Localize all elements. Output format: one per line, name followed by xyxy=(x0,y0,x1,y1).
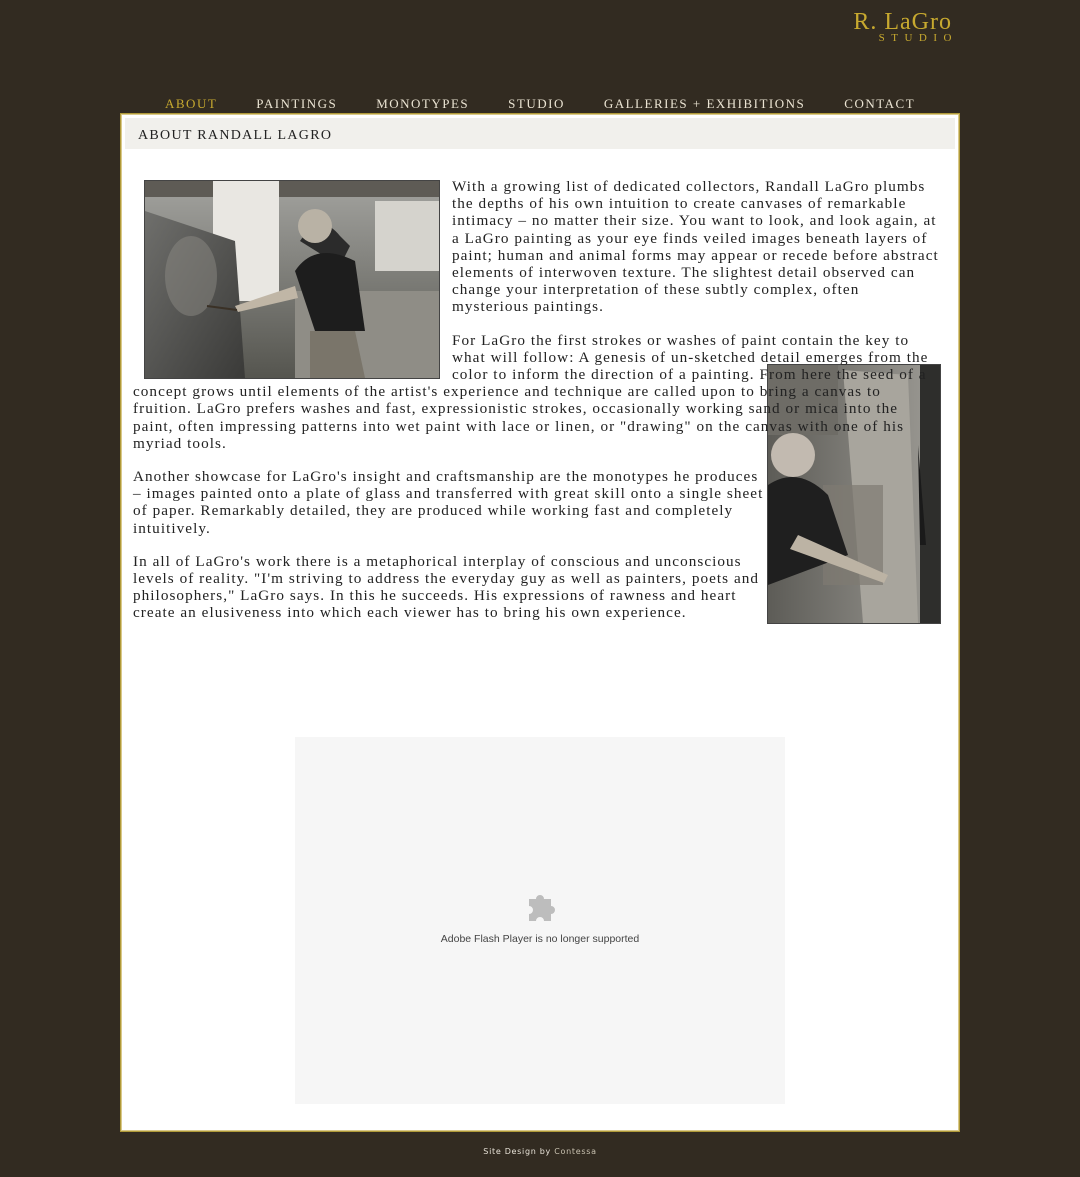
nav-item-about[interactable]: ABOUT xyxy=(165,96,218,111)
paragraph-text: For LaGro the first strokes or washes of paint contain the key to what will follow: A genesis of un-sketched detail emerges from the color to inform the direction of a painting. From here the seed of a concept grows until elements of the artist's experience and technique are called upon to bring a canvas to fruition. LaGro prefers washes and fast, expressionistic strokes, occasionally working sand or mica into the paint, often impressing patterns into wet paint with lace or linen, or "drawing" on the canvas with one of his myriad tools. xyxy=(133,331,929,452)
logo-name: R. LaGro xyxy=(853,9,952,35)
site-footer xyxy=(0,1147,1080,1156)
artist-painting-photo xyxy=(144,180,440,379)
footer-credit-text: Site Design by xyxy=(483,1147,551,1156)
paragraph-text: In all of LaGro's work there is a metaphorical interplay of conscious and unconscious levels of reality. "I'm striving to address the everyday guy as well as painters, poets and philosophers," LaGro says. In this he succeeds. His expressions of rawness and heart create an elusiveness into which each viewer has to bring his own experience. xyxy=(133,552,760,622)
studio-logo[interactable] xyxy=(853,9,958,44)
section-header xyxy=(125,118,955,149)
main-nav xyxy=(165,96,915,112)
puzzle-piece-icon xyxy=(523,890,557,924)
content-panel xyxy=(120,113,960,1132)
nav-item-studio[interactable]: STUDIO xyxy=(508,96,565,111)
nav-item-paintings[interactable]: PAINTINGS xyxy=(256,96,338,111)
about-article xyxy=(133,178,941,638)
paragraph-text: With a growing list of dedicated collectors, Randall LaGro plumbs the depths of his own intuition to create canvases of remarkable intimacy – no matter their size. You want to look, and look again, at a LaGro painting as your eye finds veiled images beneath layers of paint; human and animal forms may appear or recede before abstract elements of interwoven texture. The slightest detail observed can change your interpretation of these subtly complex, often mysterious paintings. xyxy=(452,178,939,316)
footer-designer-link[interactable]: Contessa xyxy=(554,1147,597,1156)
logo-subtitle: STUDIO xyxy=(878,32,958,44)
flash-unsupported-message: Adobe Flash Player is no longer supported xyxy=(440,933,640,945)
paragraph-text: Another showcase for LaGro's insight and craftsmanship are the monotypes he produces – images painted onto a plate of glass and transferred with great skill onto a single sheet of paper. Remarkably detailed, they are produced while working fast and completely intuitively. xyxy=(133,468,764,537)
page-title: ABOUT RANDALL LAGRO xyxy=(138,128,333,143)
nav-item-contact[interactable]: CONTACT xyxy=(844,96,916,111)
nav-item-galleries-exhibitions[interactable]: GALLERIES + EXHIBITIONS xyxy=(603,96,806,111)
nav-item-monotypes[interactable]: MONOTYPES xyxy=(376,96,470,111)
flash-plugin-placeholder[interactable] xyxy=(295,737,785,1104)
